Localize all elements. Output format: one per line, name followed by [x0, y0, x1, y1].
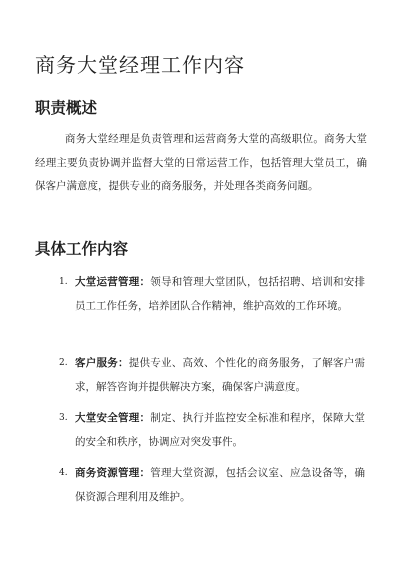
list-item-content [75, 462, 365, 509]
list-item-number: 4. [59, 468, 68, 478]
list-item-number: 1. [59, 277, 68, 287]
overview-paragraph: 商务大堂经理是负责管理和运营商务大堂的高级职位。商务大堂经理主要负责协调并监督大堂的日常运营工作，包括管理大堂员工，确保客户满意度，提供专业的商务服务，并处理各类商务问题。 [35, 133, 367, 192]
list-item-content [75, 407, 365, 454]
list-item-content [75, 271, 365, 318]
section-heading-overview: 职责概述 [35, 98, 98, 117]
list-item-label: 大堂安全管理： [75, 412, 151, 424]
list-item-label: 大堂运营管理： [75, 276, 151, 288]
list-item-text: 领导和管理大堂团队，包括招聘、培训和安排员工工作任务，培养团队合作精神，维护高效的工作环境。 [75, 276, 365, 312]
list-item-label: 客户服务： [75, 357, 129, 369]
page-title: 商务大堂经理工作内容 [35, 53, 245, 77]
list-item-text: 管理大堂资源，包括会议室、应急设备等，确保资源合理利用及维护。 [75, 467, 365, 503]
list-item-text: 提供专业、高效、个性化的商务服务，了解客户需求，解答咨询并提供解决方案，确保客户满意度。 [75, 357, 365, 393]
list-item-text: 制定、执行并监控安全标准和程序，保障大堂的安全和秩序，协调应对突发事件。 [75, 412, 365, 448]
list-item-number: 2. [59, 358, 68, 368]
section-heading-details: 具体工作内容 [35, 239, 129, 258]
list-item-label: 商务资源管理： [75, 467, 151, 479]
list-item-number: 3. [59, 413, 68, 423]
list-item-content [75, 352, 365, 399]
